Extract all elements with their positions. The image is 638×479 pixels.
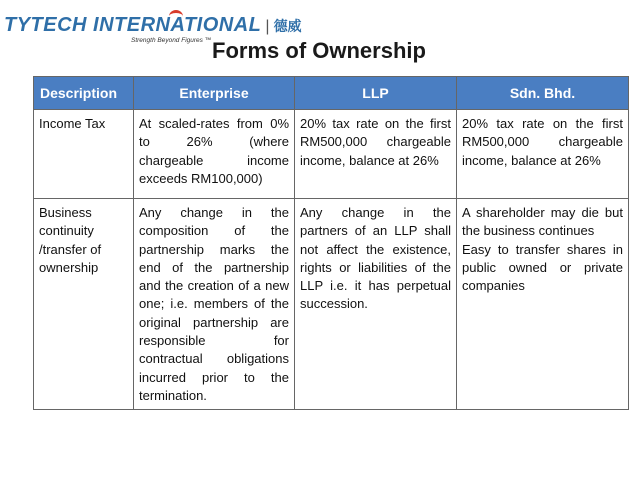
table-row — [34, 199, 629, 410]
cell-sdn-bhd-continuity — [457, 199, 629, 410]
row-label-income-tax: Income Tax — [34, 110, 134, 199]
cell-enterprise-income-tax: At scaled-rates from 0% to 26% (where chargeable income exceeds RM100,000) — [134, 110, 295, 199]
ownership-table — [33, 76, 629, 410]
table-header-row — [34, 77, 629, 110]
cell-enterprise-continuity: Any change in the composition of the partnership marks the end of the partnership and the creation of a new one; i.e. members of the original partnership are responsible for contractual obligations incurred prior to the termination. — [134, 199, 295, 410]
logo-separator: | — [265, 18, 270, 35]
logo-swoosh-icon — [169, 10, 183, 23]
header-sdn-bhd: Sdn. Bhd. — [457, 77, 629, 110]
header-llp: LLP — [295, 77, 457, 110]
logo-wordmark: TYTECH INTERNATIONAL — [4, 14, 262, 36]
table-row — [34, 110, 629, 199]
logo-tagline: Strength Beyond Figures ™ — [131, 37, 212, 44]
cell-llp-continuity: Any change in the partners of an LLP shall not affect the existence, rights or liabilities of the LLP i.e. it has perpetual succession. — [295, 199, 457, 410]
page-title: Forms of Ownership — [212, 38, 426, 63]
logo-chinese-name: 德威 — [273, 18, 302, 34]
row-label-business-continuity: Business continuity /transfer of ownership — [34, 199, 134, 410]
company-logo — [4, 14, 302, 44]
header-enterprise: Enterprise — [134, 77, 295, 110]
cell-llp-income-tax: 20% tax rate on the first RM500,000 chargeable income, balance at 26% — [295, 110, 457, 199]
sdn-bhd-transfer-line: Easy to transfer shares in public owned or private companies — [462, 241, 623, 294]
cell-sdn-bhd-income-tax: 20% tax rate on the first RM500,000 chargeable income, balance at 26% — [457, 110, 629, 199]
header-description: Description — [34, 77, 134, 110]
sdn-bhd-continuity-line: A shareholder may die but the business continues — [462, 205, 623, 239]
